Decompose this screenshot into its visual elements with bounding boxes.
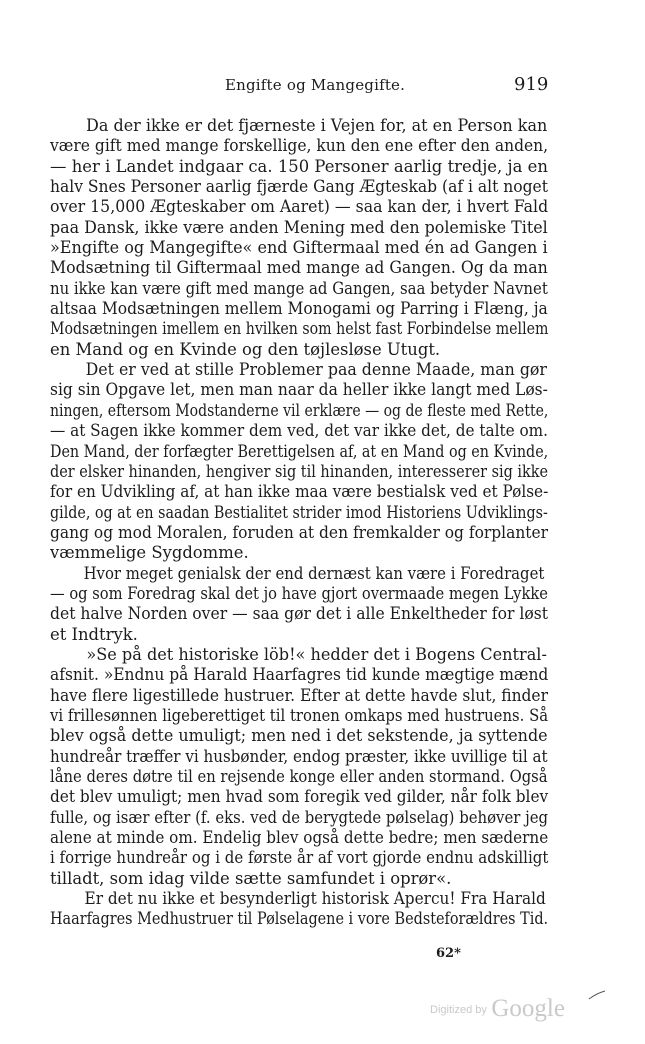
page-number: 919: [514, 74, 549, 95]
text-line: »Se på det historiske löb!« hedder det i Bogens Central-: [86, 644, 547, 664]
digitized-prefix: Digitized by: [430, 1004, 487, 1016]
text-line: Haarfagres Medhustruer til Pølselagene i vore Bedsteforældres Tid.: [50, 909, 549, 929]
text-line: sig sin Opgave let, men man naar da heller ikke langt med Løs-: [50, 380, 548, 400]
text-line: — her i Landet indgaar ca. 150 Personer aarlig tredje, ja en: [50, 156, 548, 176]
text-line: altsaa Modsætningen mellem Monogami og Parring i Flæng, ja: [50, 299, 548, 319]
text-line: paa Dansk, ikke være anden Mening med den polemiske Titel: [50, 217, 548, 237]
text-line: der elsker hinanden, hengiver sig til hinanden, interesserer sig ikke: [50, 461, 549, 481]
text-line: Modsætning til Giftermaal med mange ad Gangen. Og da man: [50, 258, 548, 278]
paragraph: [50, 564, 548, 645]
text-line: væmmelige Sygdomme.: [50, 543, 249, 563]
text-line: Det er ved at stille Problemer paa denne Maade, man gør: [85, 360, 547, 380]
text-line: nu ikke kan være gift med mange ad Gangen, saa betyder Navnet: [50, 278, 548, 298]
text-line: afsnit. »Endnu på Harald Haarfagres tid kunde mægtige mænd: [50, 665, 549, 685]
text-line: — og som Foredrag skal det jo have gjort overmaade megen Lykke: [50, 583, 548, 603]
paragraph: [50, 889, 548, 930]
google-logo: Google: [491, 995, 565, 1022]
text-line: hundreår træffer vi husbønder, endog præster, ikke uvillige til at: [50, 746, 548, 766]
text-line: over 15,000 Ægteskaber om Aaret) — saa kan der, i hvert Fald: [50, 197, 549, 217]
text-line: Da der ikke er det fjærneste i Vejen for, at en Person kan: [86, 116, 548, 135]
text-line: Hvor meget genialsk der end dernæst kan være i Foredraget: [83, 563, 545, 583]
text-line: for en Udvikling af, at han ikke maa være bestialsk ved et Pølse-: [50, 482, 549, 502]
body-text: [50, 116, 548, 930]
text-line: halv Snes Personer aarlig fjærde Gang Ægteskab (af i alt noget: [50, 177, 548, 197]
text-line: gang og mod Moralen, foruden at den fremkalder og forplanter: [50, 522, 549, 542]
text-line: gilde, og at en saadan Bestialitet strider imod Historiens Udviklings-: [50, 502, 548, 522]
text-line: låne deres døtre til en rejsende konge eller anden stormand. Også: [50, 767, 548, 786]
digitized-watermark: [430, 995, 565, 1023]
text-line: alene at minde om. Endelig blev også dette bedre; men sæderne: [50, 828, 549, 848]
text-line: ningen, eftersom Modstanderne vil erklære — og de fleste med Rette,: [50, 400, 549, 420]
text-line: fulle, og især efter (f. eks. ved de berygtede pølselag) behøver jeg: [50, 807, 549, 827]
text-line: et Indtryk.: [50, 624, 138, 644]
text-line: Modsætningen imellem en hvilken som helst fast Forbindelse mellem: [50, 319, 549, 339]
pen-mark-icon: [588, 990, 606, 1000]
running-title: Engifte og Mangegifte.: [225, 76, 406, 94]
paragraph: [50, 645, 548, 889]
text-line: tilladt, som idag vilde sætte samfundet i oprør«.: [50, 868, 452, 888]
text-line: vi frillesønnen ligeberettiget til tronen omkaps med hustruens. Så: [50, 705, 549, 725]
text-line: det blev umuligt; men hvad som foregik ved gilder, når folk blev: [50, 787, 549, 807]
text-line: Er det nu ikke et besynderligt historisk Apercu! Fra Harald: [84, 889, 546, 909]
paragraph: [50, 360, 548, 563]
paragraph: [50, 116, 548, 360]
text-line: være gift med mange forskellige, kun den ene efter den anden,: [50, 136, 549, 156]
text-line: blev også dette umuligt; men ned i det sekstende, ja syttende: [50, 726, 548, 746]
printer-signature: 62*: [436, 946, 461, 961]
text-line: have flere ligestillede hustruer. Efter at dette havde slut, finder: [50, 685, 548, 705]
text-line: — at Sagen ikke kommer dem ved, det var ikke det, de talte om.: [50, 421, 548, 441]
text-line: en Mand og en Kvinde og den tøjlesløse Utugt.: [50, 339, 441, 359]
text-line: det halve Norden over — saa gør det i alle Enkeltheder for løst: [50, 604, 548, 624]
page-header: [0, 76, 645, 100]
text-line: Den Mand, der forfægter Berettigelsen af, at en Mand og en Kvinde,: [50, 441, 549, 461]
text-line: i forrige hundreår og i de første år af vort gjorde endnu adskilligt: [50, 848, 549, 868]
text-line: »Engifte og Mangegifte« end Giftermaal med én ad Gangen i: [50, 238, 548, 258]
